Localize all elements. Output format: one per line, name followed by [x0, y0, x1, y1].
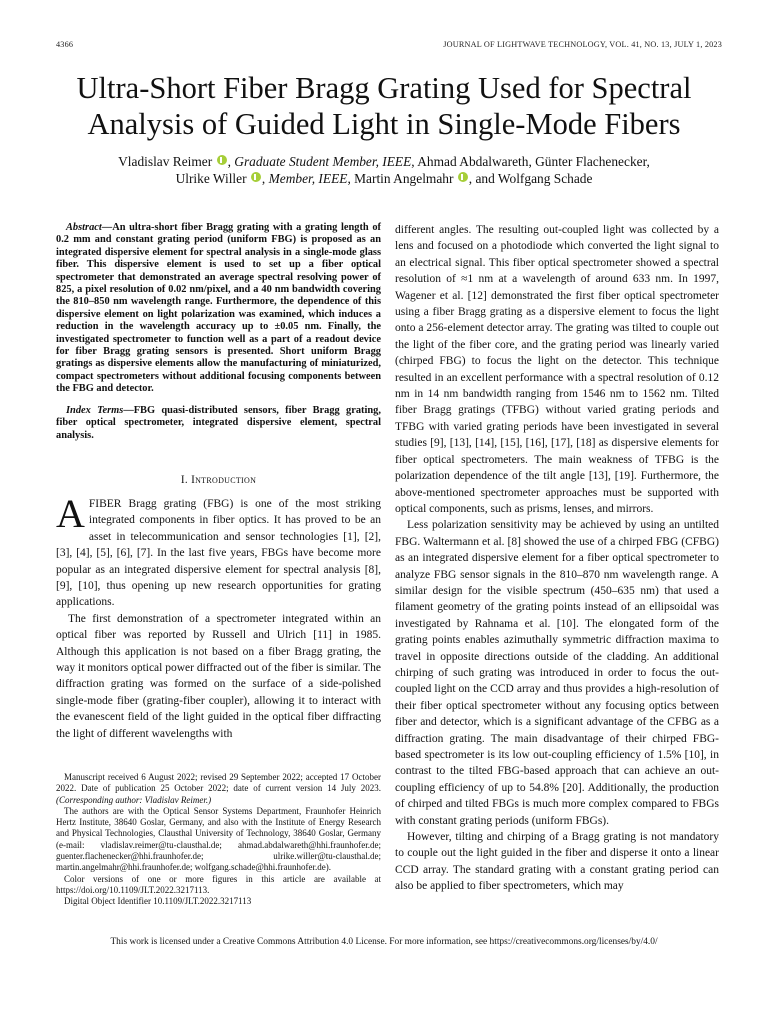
body-paragraph: different angles. The resulting out-coupled light was collected by a lens and focused on a photodiode which converted the light signal to an electrical signal. This fiber optical spectrometer showed a spectral resolution of ≈1 nm at a wavelength of around 633 nm. In 1997, Wagener et al. [12] demonstrated the first fiber optical spectrometer using a fiber Bragg grating as a dispersive element to focus the light onto a 256-element detector array. The grating was tilted to couple out the light of the fiber core, and the grating period was linearly varied (chirped FBG) to focus the light on the detector. This technique resulted in an excellent performance with a spectral resolution of 0.12 nm in 14 nm bandwidth ranging from 1546 nm to 1562 nm. Tilted fiber Bragg gratings (TFBG) without varied grating periods and TFBG with varied grating periods have been investigated in several studies [9], [13], [14], [15], [16], [17], [18] as dispersive elements for fiber optical spectrometers. The main weakness of TFBG is the polarization dependence of the tilt angle [13], [19]. Furthermore, the above-mentioned spectrometer approaches must be supported with optical components, such as prisms, lenses, and mirrors.: [395, 224, 719, 515]
body-paragraph: Less polarization sensitivity may be achieved by using an untilted FBG. Waltermann et al. [8] showed the use of a chirped FBG (CFBG) as an integrated dispersive element for a fiber optical spectrometer to analyze FBG sensor signals in the 810–870 nm wavelength range. A similar design for the visible spectrum (450–635 nm) that used a filament geometry of the grating points instead of an ellipsoidal was investigated by Rahnama et al. [10]. The elongated form of the grating points enables azimuthally symmetric diffraction maxima to travel in opposite directions outside of the cladding. An additional chirping of such grating was introduced in order to focus the out-coupled light on the CCD array and thus provides a high-resolution of their fiber optical spectrometer without any focusing optics between fiber and detector, which is a significant advantage of the CFBG as a diffraction grating. The main disadvantage of their chirped FBG-based spectrometer is its low out-coupling efficiency of 1.5% [10], in contrast to the tilted FBG-based approach that can achieve an out-coupling efficiency of up to 54.8% [20]. Additionally, the production of chirped and tilted FBGs is much more complex compared to FBGs with constant grating periods (uniform FBGs).: [395, 519, 719, 827]
author-membership: Graduate Student Member, IEEE: [234, 154, 412, 169]
orcid-icon[interactable]: [458, 172, 468, 182]
corresponding-author: (Corresponding author: Vladislav Reimer.): [56, 794, 212, 805]
section-title: Introduction: [191, 473, 257, 486]
abstract: [56, 222, 381, 396]
paragraph-text: FIBER Bragg grating (FBG) is one of the most striking integrated components in fiber optics. It has proved to be an asset in telecommunication and sensor technologies [1], [2], [3], [4], [5], [6], [7]. In the last five years, FBGs have become more popular as an integrated dispersive element for spectral analysis [8], [9], [10], thus opening up new research opportunities for grating applications.: [56, 497, 381, 609]
footnote-doi: Digital Object Identifier 10.1109/JLT.2022.3217113: [64, 896, 252, 907]
index-terms: [56, 405, 381, 442]
paper-title: Ultra-Short Fiber Bragg Grating Used for Spectral Analysis of Guided Light in Single-Mode Fibers: [76, 71, 692, 141]
footnotes: [56, 772, 381, 908]
abstract-text: —An ultra-short fiber Bragg grating with a grating length of 0.2 mm and constant grating period (uniform FBG) is proposed as an integrated dispersive element for spectral analysis in a single-mode glass fiber. This dispersive element is used to set up a fiber optical spectrometer that demonstrated an average spectral resolving power of 825, a pixel resolution of 0.02 nm/pixel, and a 40 nm bandwidth covering the 810–850 nm wavelength range. Furthermore, the dependence of this dispersive element on light polarization was examined, which induces a reduction in the wavelength accuracy up to ±0.05 nm. Finally, the investigated spectrometer to function well as a part of a readout device for fiber Bragg grating sensors is presented. Short uniform Bragg gratings as dispersive elements allow the manufacturing of miniaturized, compact spectrometers without additional focusing components between the FBG and detector.: [56, 222, 381, 395]
author-name: , and Wolfgang Schade: [468, 171, 593, 186]
author-names: , Ahmad Abdalwareth, Günter Flachenecker,: [411, 154, 650, 169]
drop-cap: A: [56, 490, 85, 536]
right-column: [395, 222, 719, 895]
index-terms-text: —FBG quasi-distributed sensors, fiber Bragg grating, fiber optical spectrometer, integrated dispersive element, spectral analysis.: [56, 404, 381, 441]
section-number: I.: [180, 473, 192, 486]
footnote-text: Manuscript received 6 August 2022; revised 29 September 2022; accepted 17 October 2022. Date of publication 25 October 2022; date of current version 14 July 2023.: [56, 772, 381, 794]
body-paragraph: However, tilting and chirping of a Bragg grating is not mandatory to couple out the light guided in the fiber and disperse it onto a linear CCD array. The standard grating with a constant grating period can also be applied to fiber spectrometers, which may: [395, 831, 719, 893]
footnote-manuscript: [56, 772, 381, 806]
journal-info: JOURNAL OF LIGHTWAVE TECHNOLOGY, VOL. 41, NO. 13, JULY 1, 2023: [443, 40, 722, 49]
footnote-affiliation: The authors are with the Optical Sensor Systems Department, Fraunhofer Heinrich Hertz Institute, 38640 Goslar, Germany, and also with the Institute of Energy Research and Physical Technologies, Clausthal University of Technology, 38640 Goslar, Germany (e-mail: vladislav.reimer@tu-clausthal.de; ahmad.abdalwareth@hhi.fraunhofer.de; guenter.flachenecker@hhi.fraunhofer.de; ulrike.willer@tu-clausthal.de; martin.angelmahr@hhi.fraunhofer.de; wolfgang.schade@hhi.fraunhofer.de).: [56, 805, 381, 873]
orcid-icon[interactable]: [251, 172, 261, 182]
author-name: , Martin Angelmahr: [347, 171, 454, 186]
body-paragraph: [56, 490, 381, 611]
author-membership: Member, IEEE: [268, 171, 348, 186]
body-paragraph: The first demonstration of a spectrometer integrated within an optical fiber was reported by Russell and Ulrich [11] in 1985. Although this application is not based on a fiber Bragg grating, the way it monitors optical power diffracted out of the fiber is similar. The diffraction grating was formed on the surface of a side-polished single-mode fiber (grating-fiber coupler), allowing it to interact with the evanescent field of the light guided in the optical fiber diffracting the light of different wavelengths with: [56, 612, 382, 740]
index-terms-label: Index Terms: [66, 404, 124, 416]
author-name: Vladislav Reimer: [118, 154, 213, 169]
orcid-icon[interactable]: [217, 155, 227, 165]
section-heading: [56, 474, 381, 486]
license-notice: This work is licensed under a Creative Commons Attribution 4.0 License. For more information, see https://creativecommons.org/licenses/by/4.0/: [110, 937, 658, 947]
running-head: [56, 40, 722, 54]
author-name: Ulrike Willer: [175, 171, 247, 186]
author-list: Vladislav Reimer , Graduate Student Member, IEEE, Ahmad Abdalwareth, Günter Flachenecker, Ulrike Willer , Member, IEEE, Martin Angelmahr , and Wolfgang Schade: [118, 154, 650, 186]
abstract-label: Abstract: [66, 222, 102, 233]
footnote-color-figures: Color versions of one or more figures in this article are available at https://doi.org/10.1109/JLT.2022.3217113.: [56, 873, 381, 895]
page-number: 4366: [56, 40, 74, 49]
left-column: [56, 222, 381, 742]
